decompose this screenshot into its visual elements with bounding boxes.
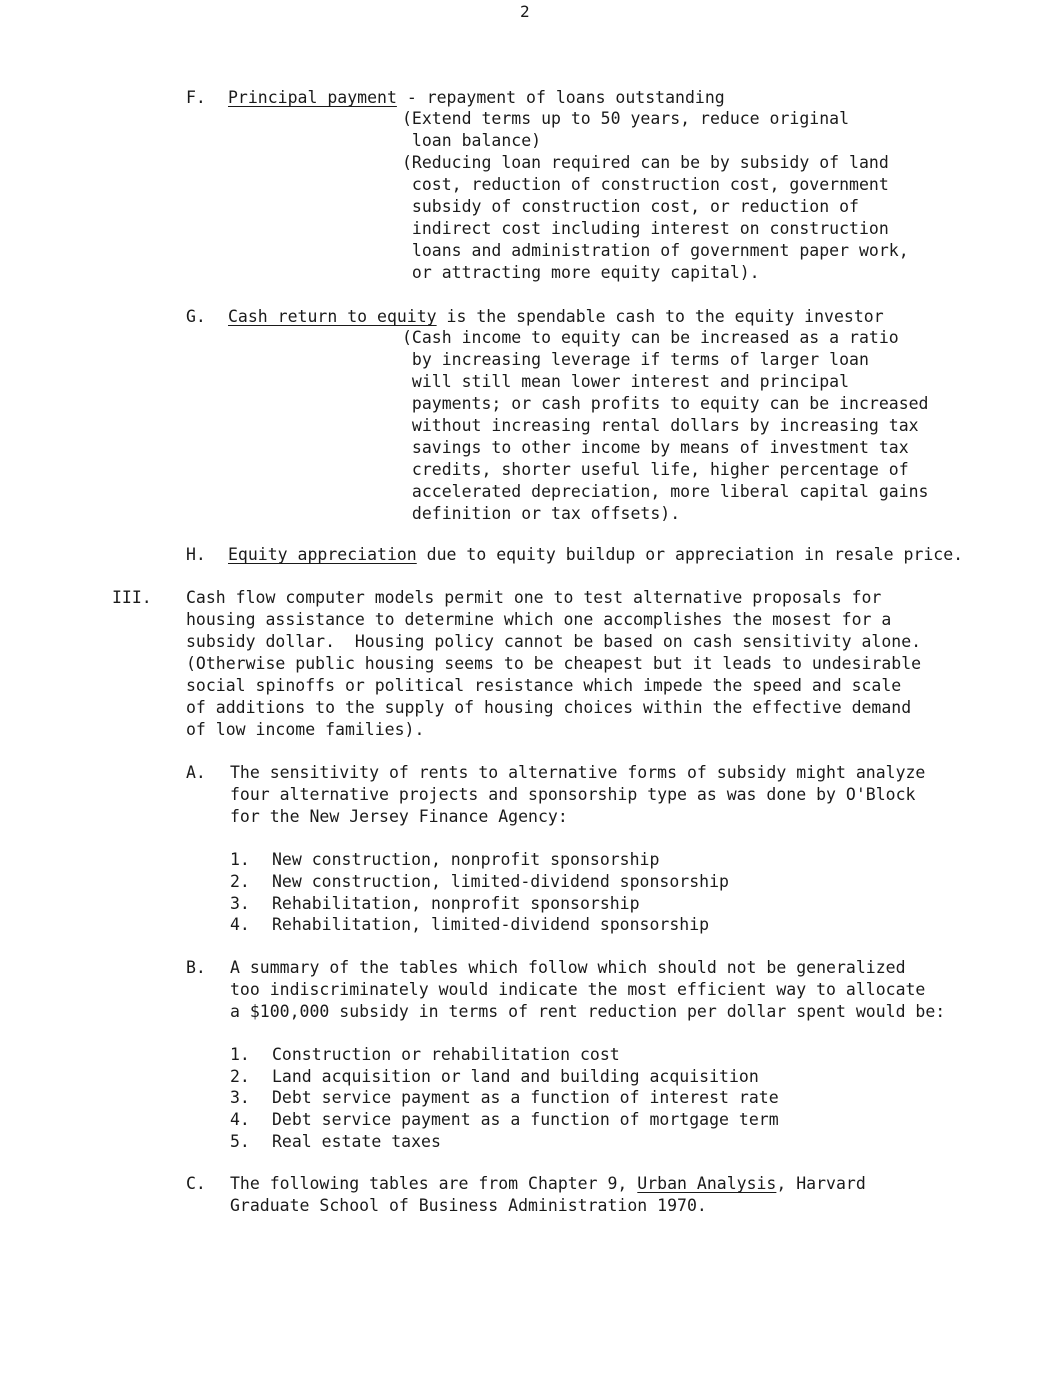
section-a-line3: for the New Jersey Finance Agency: [230, 807, 568, 826]
section-f-rest: - repayment of loans outstanding [396, 88, 725, 107]
list-item-number: 4. [230, 915, 250, 934]
section-g-note-line5: without increasing rental dollars by increasing tax [402, 416, 919, 435]
section-g-note-line7: credits, shorter useful life, higher percentage of [402, 460, 909, 479]
section-iii-line4: (Otherwise public housing seems to be cheapest but it leads to undesirable [186, 654, 922, 673]
list-item: Rehabilitation, limited-dividend sponsorship [272, 915, 710, 934]
section-c-book-title: Urban Analysis [637, 1174, 777, 1193]
list-item-number: 2. [230, 872, 250, 891]
section-b-line3: a $100,000 subsidy in terms of rent reduction per dollar spent would be: [230, 1002, 946, 1021]
section-g-note-line8: accelerated depreciation, more liberal capital gains [402, 482, 929, 501]
section-g-note-line1: (Cash income to equity can be increased as a ratio [402, 328, 899, 347]
section-iii-numeral: III. [112, 588, 152, 607]
section-f-letter: F. [186, 88, 206, 107]
list-item: Rehabilitation, nonprofit sponsorship [272, 894, 640, 913]
section-f-note2-line3: subsidy of construction cost, or reduction of [402, 197, 859, 216]
section-g-note-line2: by increasing leverage if terms of larger loan [402, 350, 869, 369]
section-g-note-line3: will still mean lower interest and principal [402, 372, 850, 391]
section-f-note1-line2: loan balance) [402, 131, 542, 150]
list-item-number: 1. [230, 850, 250, 869]
section-a-line2: four alternative projects and sponsorship type as was done by O'Block [230, 785, 916, 804]
section-c-line1-post: , Harvard [776, 1174, 866, 1193]
section-a-line1: The sensitivity of rents to alternative forms of subsidy might analyze [230, 763, 926, 782]
section-c-letter: C. [186, 1174, 206, 1193]
section-f-note2-line6: or attracting more equity capital). [402, 263, 760, 282]
list-item: Construction or rehabilitation cost [272, 1045, 620, 1064]
section-f-note2-line5: loans and administration of government paper work, [402, 241, 909, 260]
section-f-note2-line2: cost, reduction of construction cost, government [402, 175, 889, 194]
list-item-number: 3. [230, 1088, 250, 1107]
section-c-line1-pre: The following tables are from Chapter 9, [230, 1174, 638, 1193]
list-item-number: 3. [230, 894, 250, 913]
list-item: Debt service payment as a function of interest rate [272, 1088, 779, 1107]
section-b-line1: A summary of the tables which follow which should not be generalized [230, 958, 906, 977]
section-c-line2: Graduate School of Business Administration 1970. [230, 1196, 707, 1215]
section-f-term: Principal payment [228, 88, 397, 107]
section-b-line2: too indiscriminately would indicate the most efficient way to allocate [230, 980, 926, 999]
section-a-letter: A. [186, 763, 206, 782]
section-iii-line3: subsidy dollar. Housing policy cannot be based on cash sensitivity alone. [186, 632, 922, 651]
list-item: New construction, limited-dividend sponsorship [272, 872, 729, 891]
section-h-term: Equity appreciation [228, 545, 417, 564]
list-item: Debt service payment as a function of mortgage term [272, 1110, 779, 1129]
section-b-letter: B. [186, 958, 206, 977]
section-g-note-line9: definition or tax offsets). [402, 504, 681, 523]
section-h-rest: due to equity buildup or appreciation in resale price. [416, 545, 964, 564]
section-iii-line1: Cash flow computer models permit one to test alternative proposals for [186, 588, 882, 607]
section-g-note-line6: savings to other income by means of investment tax [402, 438, 909, 457]
list-item: New construction, nonprofit sponsorship [272, 850, 660, 869]
list-item: Real estate taxes [272, 1132, 441, 1151]
section-g-rest: is the spendable cash to the equity investor [436, 307, 884, 326]
section-iii-line5: social spinoffs or political resistance which impede the speed and scale [186, 676, 902, 695]
list-item-number: 2. [230, 1067, 250, 1086]
section-f-note2-line4: indirect cost including interest on construction [402, 219, 889, 238]
section-g-note-line4: payments; or cash profits to equity can be increased [402, 394, 929, 413]
section-f-note2-line1: (Reducing loan required can be by subsidy of land [402, 153, 889, 172]
list-item-number: 4. [230, 1110, 250, 1129]
section-iii-line2: housing assistance to determine which one accomplishes the mosest for a [186, 610, 892, 629]
list-item-number: 1. [230, 1045, 250, 1064]
section-iii-line7: of low income families). [186, 720, 425, 739]
section-h-letter: H. [186, 545, 206, 564]
section-iii-line6: of additions to the supply of housing choices within the effective demand [186, 698, 912, 717]
page-number: 2 [520, 2, 530, 21]
list-item: Land acquisition or land and building acquisition [272, 1067, 759, 1086]
section-g-term: Cash return to equity [228, 307, 437, 326]
list-item-number: 5. [230, 1132, 250, 1151]
section-g-letter: G. [186, 307, 206, 326]
section-f-note1-line1: (Extend terms up to 50 years, reduce original [402, 109, 850, 128]
